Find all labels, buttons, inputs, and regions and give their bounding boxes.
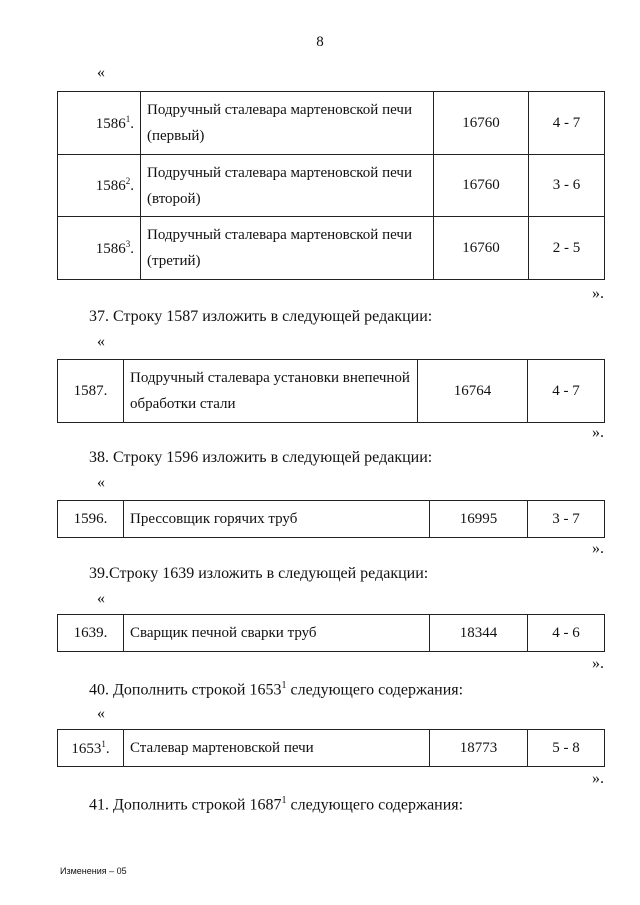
opening-quote: « bbox=[97, 64, 105, 81]
row-grade-range: 5 - 8 bbox=[528, 730, 605, 767]
footer-note: Изменения – 05 bbox=[60, 866, 127, 876]
row-profession: Подручный сталевара мартеновской печи (третий) bbox=[141, 217, 434, 280]
row-profession: Прессовщик горячих труб bbox=[124, 501, 430, 538]
closing-quote: ». bbox=[592, 770, 604, 787]
table-row bbox=[58, 360, 605, 423]
row-profession: Сталевар мартеновской печи bbox=[124, 730, 430, 767]
row-grade-range: 4 - 7 bbox=[528, 360, 605, 423]
row-profession: Подручный сталевара мартеновской печи (второй) bbox=[141, 155, 434, 217]
row-number: 18773 bbox=[430, 730, 528, 767]
opening-quote: « bbox=[97, 333, 105, 350]
table-1596 bbox=[57, 500, 605, 538]
page-number: 8 bbox=[316, 34, 324, 50]
row-profession: Сварщик печной сварки труб bbox=[124, 615, 430, 652]
row-number: 16764 bbox=[418, 360, 528, 423]
row-code: 1639. bbox=[58, 615, 124, 652]
table-1586 bbox=[57, 91, 605, 280]
opening-quote: « bbox=[97, 705, 105, 722]
section-38-heading: 38. Строку 1596 изложить в следующей редакции: bbox=[89, 449, 433, 466]
row-code: 1653$^1$. bbox=[58, 730, 124, 767]
row-code: 1587. bbox=[58, 360, 124, 423]
table-row bbox=[58, 217, 605, 280]
table-row bbox=[58, 155, 605, 217]
row-number: 16760 bbox=[434, 155, 529, 217]
table-row bbox=[58, 92, 605, 155]
row-grade-range: 4 - 7 bbox=[529, 92, 605, 155]
table-row bbox=[58, 730, 605, 767]
row-code: 1586$^1$. bbox=[58, 92, 141, 155]
opening-quote: « bbox=[97, 474, 105, 491]
table-1639 bbox=[57, 614, 605, 652]
section-41-heading: 41. Дополнить строкой 1687$^1$ следующего содержания: bbox=[89, 795, 464, 814]
section-40-heading: 40. Дополнить строкой 1653$^1$ следующего содержания: bbox=[89, 680, 464, 699]
opening-quote: « bbox=[97, 590, 105, 607]
row-profession: Подручный сталевара установки внепечной обработки стали bbox=[124, 360, 418, 423]
row-number: 16760 bbox=[434, 217, 529, 280]
table-row bbox=[58, 501, 605, 538]
row-grade-range: 4 - 6 bbox=[528, 615, 605, 652]
closing-quote: ». bbox=[592, 285, 604, 302]
table-1653 bbox=[57, 729, 605, 767]
row-code: 1586$^3$. bbox=[58, 217, 141, 280]
row-number: 18344 bbox=[430, 615, 528, 652]
table-1587 bbox=[57, 359, 605, 423]
row-grade-range: 3 - 6 bbox=[529, 155, 605, 217]
row-number: 16760 bbox=[434, 92, 529, 155]
row-grade-range: 3 - 7 bbox=[528, 501, 605, 538]
table-row bbox=[58, 615, 605, 652]
row-profession: Подручный сталевара мартеновской печи (первый) bbox=[141, 92, 434, 155]
section-37-heading: 37. Строку 1587 изложить в следующей редакции: bbox=[89, 308, 433, 325]
row-code: 1586$^2$. bbox=[58, 155, 141, 217]
row-number: 16995 bbox=[430, 501, 528, 538]
closing-quote: ». bbox=[592, 424, 604, 441]
row-code: 1596. bbox=[58, 501, 124, 538]
closing-quote: ». bbox=[592, 655, 604, 672]
closing-quote: ». bbox=[592, 540, 604, 557]
section-39-heading: 39.Строку 1639 изложить в следующей редакции: bbox=[89, 565, 429, 582]
row-grade-range: 2 - 5 bbox=[529, 217, 605, 280]
